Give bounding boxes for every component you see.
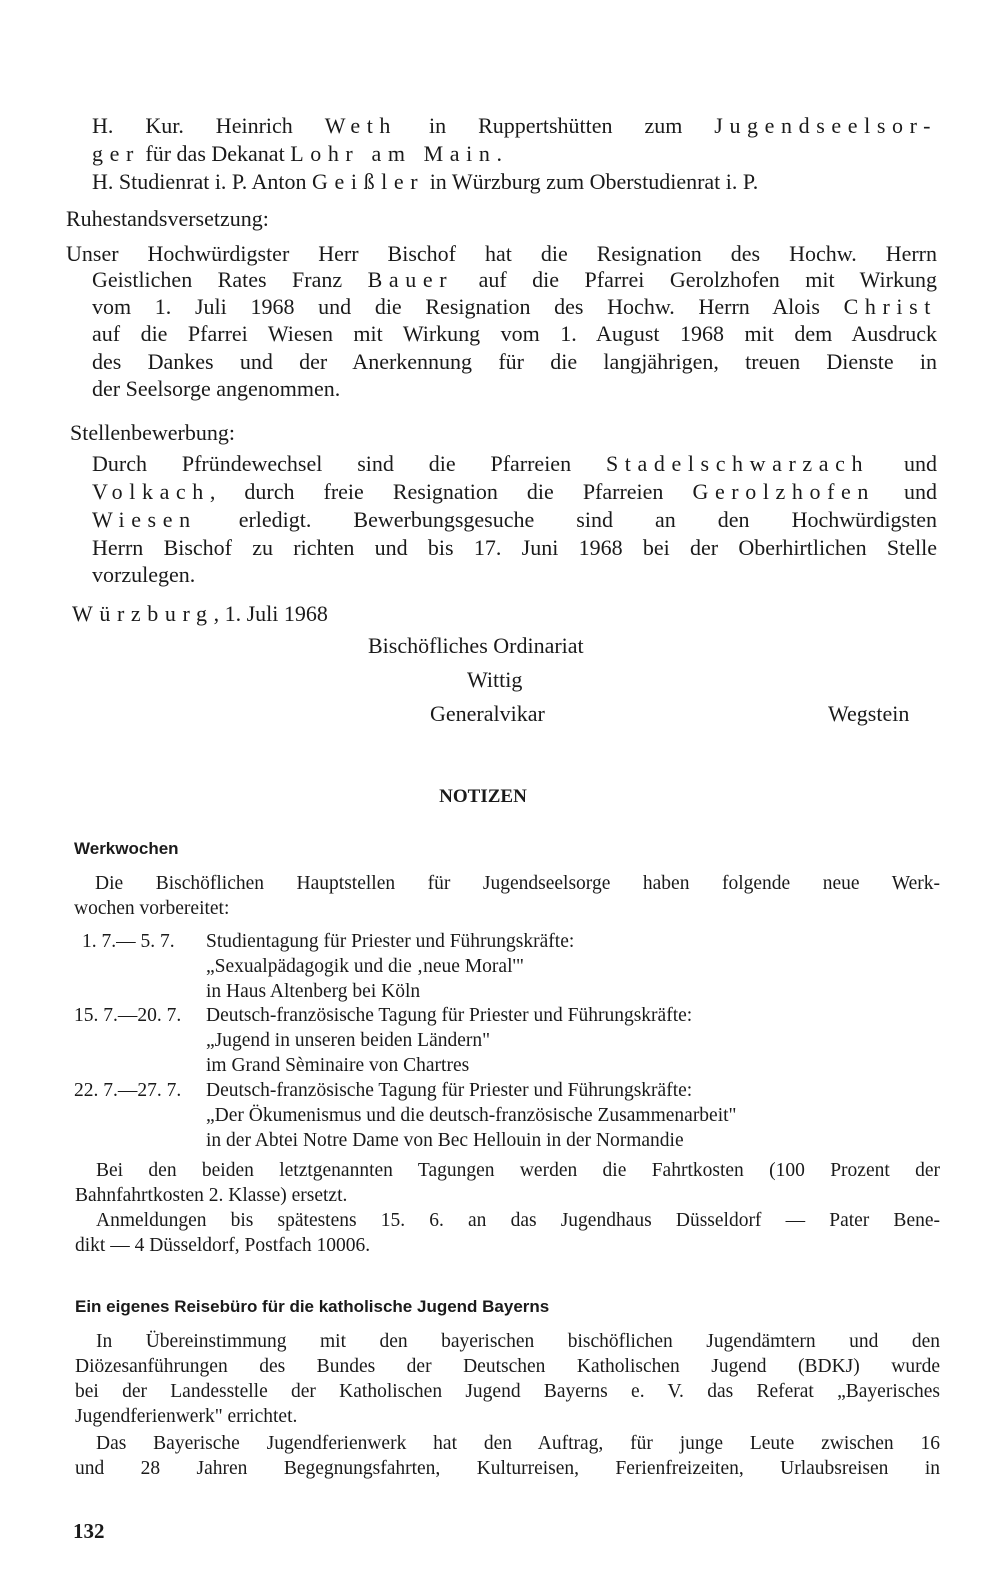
- spaced-place-lohr: Lohr am Main: [290, 141, 497, 166]
- heading-stellenbewerbung: Stellenbewerbung:: [70, 420, 235, 445]
- item-date: 15. 7.—20. 7.: [74, 1005, 182, 1026]
- werkwochen-para-1b: Bahnfahrtkosten 2. Klasse) ersetzt.: [75, 1185, 348, 1206]
- spaced-name-weth: Weth: [324, 113, 398, 138]
- werkwochen-para-2b: dikt — 4 Düsseldorf, Postfach 10006.: [75, 1235, 371, 1256]
- item-line-1: Deutsch-französische Tagung für Priester und Führungskräfte:: [206, 1005, 693, 1026]
- item-line-1: Studientagung für Priester und Führungskräfte:: [206, 931, 575, 952]
- ruhestand-line-2: Geistlichen Rates Franz Bauer auf die Pfarrei Gerolzhofen mit Wirkung: [92, 267, 937, 292]
- item-line-2: „Sexualpädagogik und die ‚neue Moral'": [206, 956, 524, 977]
- spaced-name-geissler: Geißler: [312, 169, 425, 194]
- werkwochen-para-2a: Anmeldungen bis spätestens 15. 6. an das Jugendhaus Düsseldorf — Pater Bene-: [96, 1210, 940, 1231]
- heading-ruhestandsversetzung: Ruhestandsversetzung:: [66, 206, 269, 231]
- item-date: 1. 7.— 5. 7.: [82, 931, 175, 952]
- stellen-line-1: Durch Pfründewechsel sind die Pfarreien Stadelschwarzach und: [92, 451, 937, 476]
- notizen-title: NOTIZEN: [439, 786, 527, 807]
- ruhestand-line-6: der Seelsorge angenommen.: [92, 376, 341, 401]
- appointment-line-3: H. Studienrat i. P. Anton Geißler in Würzburg zum Oberstudienrat i. P.: [92, 169, 759, 194]
- item-line-2: „Der Ökumenismus und die deutsch-französische Zusammenarbeit": [206, 1105, 737, 1126]
- reise-line-6: und 28 Jahren Begegnungsfahrten, Kulturreisen, Ferienfreizeiten, Urlaubsreisen in: [75, 1458, 940, 1479]
- reise-line-5: Das Bayerische Jugendferienwerk hat den Auftrag, für junge Leute zwischen 16: [96, 1433, 940, 1454]
- item-line-3: in der Abtei Notre Dame von Bec Hellouin in der Normandie: [206, 1130, 684, 1151]
- ruhestand-line-4: auf die Pfarrei Wiesen mit Wirkung vom 1. August 1968 mit dem Ausdruck: [92, 321, 937, 346]
- signature-place-date: [72, 601, 328, 627]
- spaced-word-jugendseelsorger: Jugendseelsor-: [714, 113, 937, 138]
- reise-line-1: In Übereinstimmung mit den bayerischen bischöflichen Jugendämtern und den: [96, 1331, 940, 1352]
- ruhestand-line-5: des Dankes und der Anerkennung für die langjährigen, treuen Dienste in: [92, 349, 937, 374]
- werkwochen-intro-2: wochen vorbereitet:: [74, 898, 230, 919]
- stellen-line-4: Herrn Bischof zu richten und bis 17. Juni 1968 bei der Oberhirtlichen Stelle: [92, 535, 937, 560]
- ruhestand-line-1: Unser Hochwürdigster Herr Bischof hat die Resignation des Hochw. Herrn: [66, 241, 937, 266]
- stellen-line-2: Volkach, durch freie Resignation die Pfarreien Gerolzhofen und: [92, 479, 938, 504]
- werkwochen-intro-1: Die Bischöflichen Hauptstellen für Jugendseelsorge haben folgende neue Werk-: [95, 873, 940, 894]
- signature-other: Wegstein: [828, 701, 910, 726]
- reise-line-4: Jugendferienwerk" errichtet.: [75, 1406, 298, 1427]
- page-number: 132: [73, 1519, 105, 1543]
- signature-city: Würzburg: [72, 601, 214, 626]
- item-line-3: in Haus Altenberg bei Köln: [206, 981, 421, 1002]
- reise-line-3: bei der Landesstelle der Katholischen Jugend Bayerns e. V. das Referat „Bayerisches: [75, 1381, 940, 1402]
- ruhestand-line-3: vom 1. Juli 1968 und die Resignation des Hochw. Herrn Alois Christ: [92, 294, 937, 319]
- appointment-line-2: ger für das Dekanat Lohr am Main.: [92, 141, 502, 166]
- signature-role: Generalvikar: [430, 701, 545, 726]
- signature-office: Bischöfliches Ordinariat: [368, 633, 584, 658]
- signature-date: , 1. Juli 1968: [213, 601, 328, 626]
- item-line-3: im Grand Sèminaire von Chartres: [206, 1055, 470, 1076]
- item-line-1: Deutsch-französische Tagung für Priester und Führungskräfte:: [206, 1080, 693, 1101]
- signature-name: Wittig: [467, 667, 523, 692]
- werkwochen-para-1a: Bei den beiden letztgenannten Tagungen werden die Fahrtkosten (100 Prozent der: [96, 1160, 940, 1181]
- appointment-line-1: H. Kur. Heinrich Weth in Ruppertshütten zum Jugendseelsor-: [92, 113, 937, 138]
- stellen-line-5: vorzulegen.: [92, 562, 196, 587]
- reise-line-2: Diözesanführungen des Bundes der Deutschen Katholischen Jugend (BDKJ) wurde: [75, 1356, 940, 1377]
- heading-reisebuero: Ein eigenes Reisebüro für die katholische Jugend Bayerns: [75, 1297, 550, 1316]
- item-line-2: „Jugend in unseren beiden Ländern": [206, 1030, 491, 1051]
- heading-werkwochen: Werkwochen: [74, 839, 179, 858]
- item-date: 22. 7.—27. 7.: [74, 1080, 182, 1101]
- stellen-line-3: Wiesen erledigt. Bewerbungsgesuche sind an den Hochwürdigsten: [92, 507, 937, 532]
